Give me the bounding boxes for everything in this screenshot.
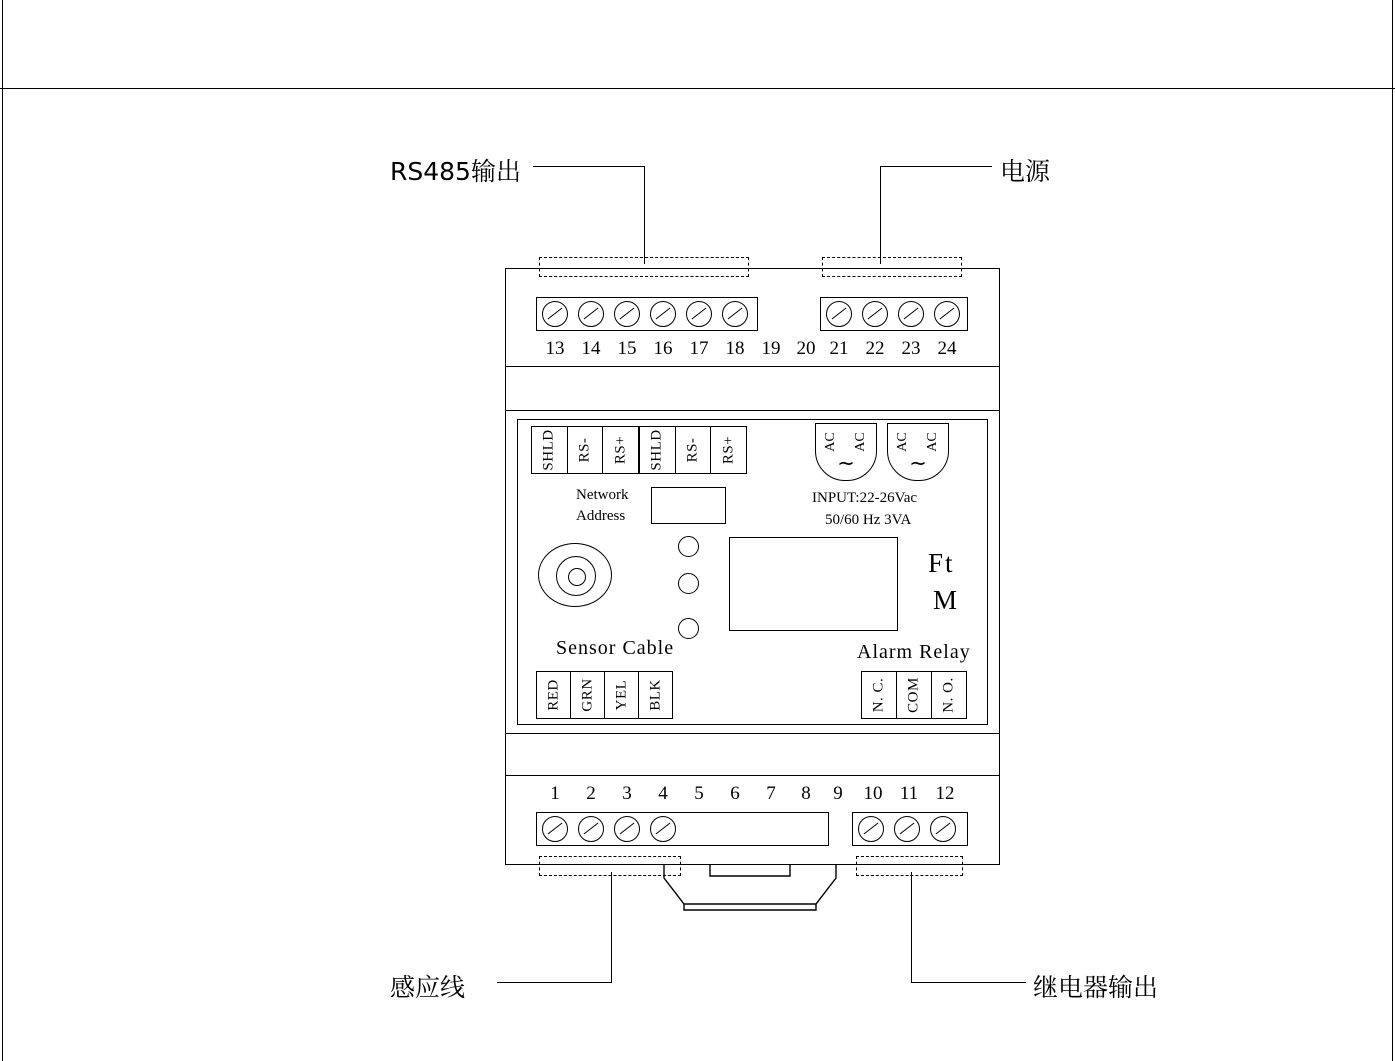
screw-terminal-16[interactable] <box>650 301 676 327</box>
sensor-terminal-yel <box>605 672 639 718</box>
rs485-1-shld-text: SHLD <box>540 429 557 471</box>
ac-terminal-block-right <box>887 423 949 481</box>
ac-left-text-1: AC <box>823 432 838 452</box>
rs485-1-rsplus-text: RS+ <box>612 435 629 465</box>
terminal-number-17: 17 <box>689 338 709 359</box>
terminal-number-6: 6 <box>730 783 740 804</box>
screw-terminal-2[interactable] <box>578 816 604 842</box>
leader-sensor-horizontal <box>497 982 612 983</box>
terminal-number-4: 4 <box>658 783 668 804</box>
terminal-number-12: 12 <box>935 783 955 804</box>
leader-relay-horizontal <box>911 982 1026 983</box>
device-divider-top-2 <box>505 410 1000 411</box>
sensor-terminal-red <box>537 672 571 718</box>
network-address-line-2: Address <box>576 508 626 524</box>
rs485-1-rsplus-cell <box>603 427 638 473</box>
screw-terminal-24[interactable] <box>934 301 960 327</box>
leader-power-vertical <box>880 166 881 264</box>
page-top-border <box>0 88 1395 89</box>
page-left-border <box>2 0 3 1061</box>
screw-terminal-14[interactable] <box>578 301 604 327</box>
rs485-2-rsminus-cell <box>676 427 712 473</box>
input-spec-line-2: 50/60 Hz 3VA <box>825 512 912 528</box>
status-led-3 <box>678 618 699 639</box>
alarm-terminal-nc-text: N. C. <box>870 677 887 713</box>
terminal-number-22: 22 <box>865 338 885 359</box>
terminal-number-8: 8 <box>801 783 811 804</box>
alarm-relay-terminal-block <box>861 671 967 719</box>
leader-rs485-horizontal <box>533 166 645 167</box>
rs485-1-rsminus-cell <box>568 427 604 473</box>
screw-terminal-17[interactable] <box>686 301 712 327</box>
alarm-terminal-no-text: N. O. <box>940 677 957 713</box>
sensor-cable-terminal-block <box>536 671 673 719</box>
din-rail-clip <box>660 862 840 914</box>
terminal-number-9: 9 <box>833 783 843 804</box>
ac-right-text-1: AC <box>895 432 910 452</box>
network-address-switch-window[interactable] <box>651 487 726 524</box>
rs485-1-shld-cell <box>532 427 568 473</box>
screw-terminal-4[interactable] <box>650 816 676 842</box>
status-led-2 <box>678 573 699 594</box>
sensor-cable-caption: Sensor Cable <box>556 637 675 659</box>
terminal-number-21: 21 <box>829 338 849 359</box>
terminal-number-5: 5 <box>694 783 704 804</box>
rs485-2-rsplus-cell <box>711 427 746 473</box>
terminal-number-14: 14 <box>581 338 601 359</box>
page-right-border <box>1392 0 1393 1061</box>
screw-terminal-10[interactable] <box>858 816 884 842</box>
alarm-terminal-no <box>932 672 966 718</box>
sensor-knob[interactable] <box>538 543 612 607</box>
ac-right-wave-symbol: ∼ <box>909 451 927 475</box>
device-divider-bottom-1 <box>505 733 1000 734</box>
rs485-2-rsplus-text: RS+ <box>720 435 737 465</box>
sensor-terminal-red-text: RED <box>545 679 561 711</box>
screw-terminal-23[interactable] <box>898 301 924 327</box>
terminal-number-18: 18 <box>725 338 745 359</box>
ac-terminal-block-left <box>815 423 877 481</box>
terminal-number-3: 3 <box>622 783 632 804</box>
alarm-terminal-nc <box>862 672 897 718</box>
terminal-number-16: 16 <box>653 338 673 359</box>
rs485-label-block-1 <box>531 426 639 474</box>
ac-left-text-2: AC <box>853 432 868 452</box>
device-divider-bottom-2 <box>505 775 1000 776</box>
screw-terminal-22[interactable] <box>862 301 888 327</box>
network-address-line-1: Network <box>576 487 629 503</box>
screw-terminal-18[interactable] <box>722 301 748 327</box>
sensor-terminal-grn <box>571 672 605 718</box>
sensor-knob-mid-ring <box>556 556 596 596</box>
status-led-1 <box>678 536 699 557</box>
screw-terminal-12[interactable] <box>930 816 956 842</box>
screw-terminal-11[interactable] <box>894 816 920 842</box>
rs485-1-rsminus-text: RS- <box>576 437 593 463</box>
device-divider-top-1 <box>505 366 1000 367</box>
rs485-2-rsminus-text: RS- <box>684 437 701 463</box>
input-spec-line-1: INPUT:22-26Vac <box>812 490 918 506</box>
terminal-number-15: 15 <box>617 338 637 359</box>
rs485-2-shld-text: SHLD <box>648 429 665 471</box>
terminal-number-7: 7 <box>766 783 776 804</box>
screw-terminal-3[interactable] <box>614 816 640 842</box>
brand-text-line-2: M <box>933 585 960 615</box>
rs485-label-block-2 <box>639 426 747 474</box>
terminal-number-1: 1 <box>550 783 560 804</box>
terminal-number-24: 24 <box>937 338 957 359</box>
terminal-number-10: 10 <box>863 783 883 804</box>
screw-terminal-13[interactable] <box>542 301 568 327</box>
sensor-terminal-blk-text: BLK <box>647 679 663 711</box>
sensor-terminal-grn-text: GRN <box>579 678 595 712</box>
alarm-relay-caption: Alarm Relay <box>857 641 971 663</box>
callout-label-sensor-wire: 感应线 <box>390 973 466 1002</box>
screw-terminal-15[interactable] <box>614 301 640 327</box>
sensor-knob-inner-ring <box>568 568 586 586</box>
sensor-terminal-blk <box>639 672 672 718</box>
leader-relay-vertical <box>911 872 912 983</box>
alarm-terminal-com <box>897 672 932 718</box>
ac-right-text-2: AC <box>925 432 940 452</box>
rs485-2-shld-cell <box>640 427 676 473</box>
terminal-number-11: 11 <box>899 783 919 804</box>
screw-terminal-21[interactable] <box>826 301 852 327</box>
leader-power-horizontal <box>880 166 992 167</box>
callout-label-power: 电源 <box>1000 157 1051 186</box>
leader-rs485-vertical <box>644 166 645 264</box>
terminal-number-13: 13 <box>545 338 565 359</box>
terminal-number-19: 19 <box>761 338 781 359</box>
terminal-number-2: 2 <box>586 783 596 804</box>
alarm-terminal-com-text: COM <box>905 677 922 713</box>
brand-text-line-1: Ft <box>928 548 955 578</box>
terminal-number-23: 23 <box>901 338 921 359</box>
callout-label-relay-output: 继电器输出 <box>1033 973 1159 1002</box>
leader-sensor-vertical <box>611 872 612 983</box>
display-window <box>729 537 898 631</box>
terminal-number-20: 20 <box>796 338 816 359</box>
callout-label-rs485: RS485输出 <box>390 157 521 186</box>
ac-left-wave-symbol: ∼ <box>837 451 855 475</box>
screw-terminal-1[interactable] <box>542 816 568 842</box>
sensor-terminal-yel-text: YEL <box>613 679 629 711</box>
